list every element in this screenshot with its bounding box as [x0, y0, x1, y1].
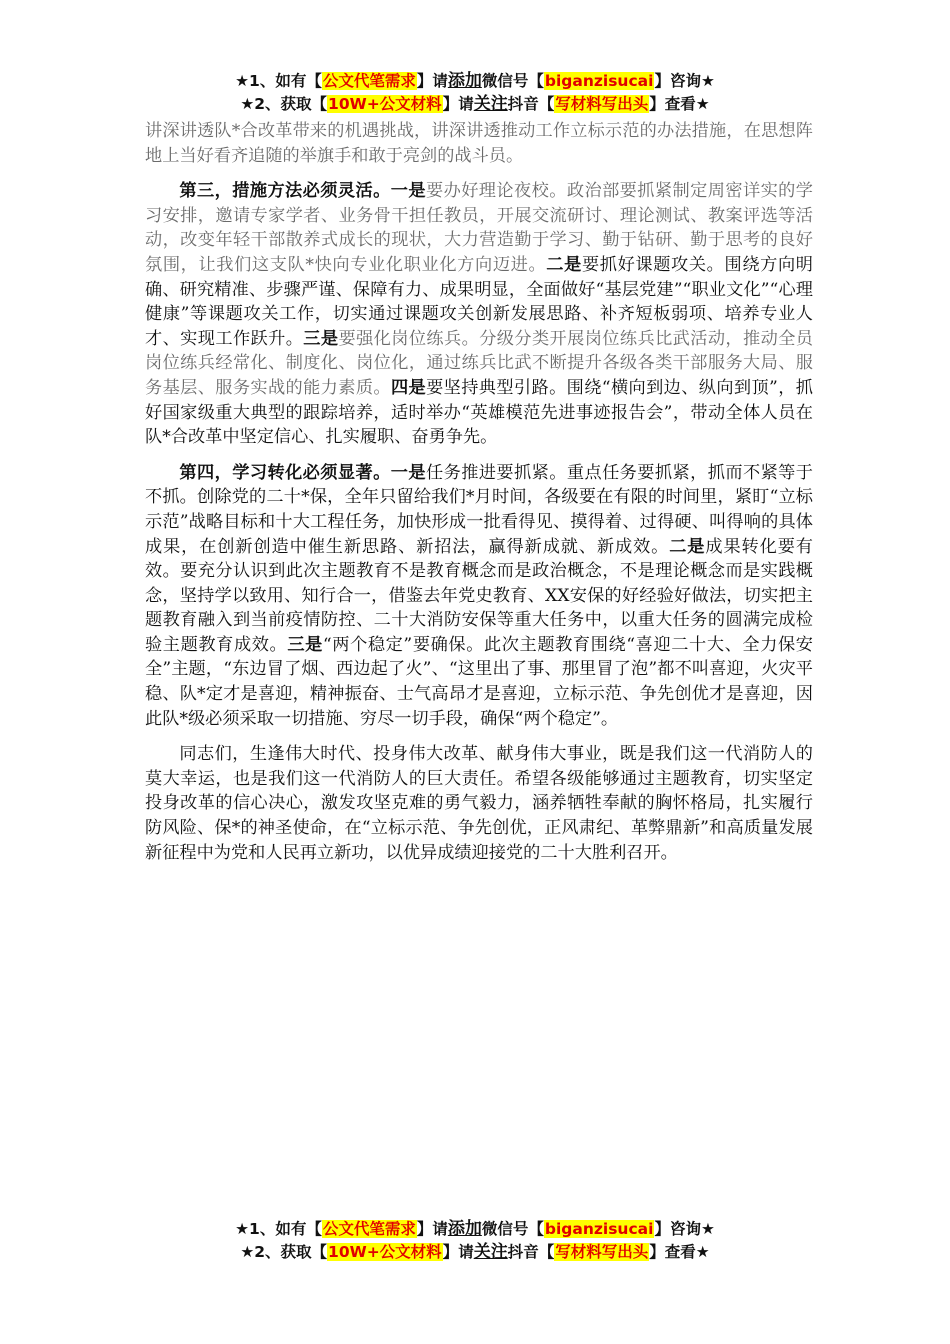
section-heading-transformation: 第四，学习转化必须显著。: [179, 462, 391, 483]
section-heading-measures: 第三，措施方法必须灵活。: [179, 181, 391, 202]
paragraph-transformation: [145, 461, 813, 732]
header-line-1-mid: 】请: [416, 72, 448, 90]
paragraph-closing: 同志们，生逢伟大时代、投身伟大改革、献身伟大事业，既是我们这一代消防人的莫大幸运，也是我们这一代消防人的巨大责任。希望各级能够通过主题教育，切实坚定投身改革的信心决心，激发攻坚克难的勇气毅力，涵养牺牲奉献的胸怀格局，扎实履行防风险、保*的神圣使命，在“立标示范、争先创优，正风肃纪、革弊鼎新”和高质量发展新征程中为党和人民再立新功，以优异成绩迎接党的二十大胜利召开。: [145, 744, 813, 863]
douyin-account-highlight: 写材料写出头: [555, 1243, 649, 1261]
wechat-id-highlight: biganzisucai: [544, 1220, 654, 1238]
point-marker: 二是: [669, 536, 706, 557]
point-text: 任务推进要抓紧。重点任务要抓紧，抓而不紧等于不抓。创除党的二十*保，全年只留给我们*月时间，各级要在有限的时间里，紧盯“立标示范”战略目标和十大工程任务，加快形成一批看得见、摸得着、过得硬、叫得响的具体成果，在创新创造中催生新思路、新招法，赢得新成就、新成效。: [145, 462, 813, 557]
add-keyword: 添加: [447, 71, 482, 91]
point-text: 要强化岗位练兵。分级分类开展岗位练兵比武活动，推动全员岗位练兵经常化、制度化、岗位化，通过练兵比武不断提升各级各类干部服务大局、服务基层、服务实战的能力素质。: [145, 328, 813, 398]
header-line-1-suffix: 】咨询★: [654, 72, 715, 90]
footer-line-1-mid2: 微信号【: [481, 1220, 544, 1238]
header-line-2-prefix: ★2、获取【: [240, 95, 328, 113]
point-marker: 一是: [390, 462, 426, 483]
footer-line-2-suffix: 】查看★: [649, 1243, 710, 1261]
point-marker: 二是: [546, 254, 582, 275]
follow-keyword: 关注: [473, 1242, 508, 1262]
paragraph-measures: [145, 179, 813, 450]
header-line-2-mid2: 抖音【: [507, 95, 555, 113]
add-keyword: 添加: [447, 1219, 482, 1239]
footer-line-1-prefix: ★1、如有【: [235, 1220, 322, 1238]
header-line-2-suffix: 】查看★: [649, 95, 710, 113]
service-highlight: 公文代笔需求: [322, 72, 416, 90]
document-body: [145, 119, 813, 876]
footer-line-2-prefix: ★2、获取【: [240, 1243, 328, 1261]
footer-line-2-mid: 】请: [442, 1243, 474, 1261]
footer-line-1-suffix: 】咨询★: [654, 1220, 715, 1238]
materials-highlight: 10W+公文材料: [328, 95, 442, 113]
point-marker: 三是: [287, 634, 323, 655]
footer-line-2-mid2: 抖音【: [507, 1243, 555, 1261]
header-line-2-mid: 】请: [442, 95, 474, 113]
footer-banner: [0, 1218, 950, 1264]
point-text: “两个稳定”要确保。此次主题教育围绕“喜迎二十大、全力保安全”主题，“东边冒了烟、西边起了火”、“这里出了事、那里冒了泡”都不叫喜迎，火灾平稳、队*定才是喜迎，精神振奋、士气高昂才是喜迎，立标示范、争先创优才是喜迎，因此队*级必须采取一切措施、穷尽一切手段，确保“两个稳定”。: [145, 634, 813, 729]
footer-line-1-mid: 】请: [416, 1220, 448, 1238]
point-marker: 四是: [390, 377, 427, 398]
header-line-1-mid2: 微信号【: [481, 72, 544, 90]
footer-line-2: [0, 1241, 950, 1264]
follow-keyword: 关注: [473, 94, 508, 114]
point-text: 要办好理论夜校。政治部要抓紧制定周密详实的学习安排，邀请专家学者、业务骨干担任教员，开展交流研讨、理论测试、教案评选等活动，改变年轻干部散养式成长的现状，大力营造勤于学习、勤于钻研、勤于思考的良好氛围，让我们这支队*快向专业化职业化方向迈进。: [145, 181, 813, 275]
point-marker: 三是: [303, 328, 339, 349]
point-text: 成果转化要有效。要充分认识到此次主题教育不是教育概念而是政治概念，不是理论概念而是实践概念，坚持学以致用、知行合一，借鉴去年党史教育、XX安保的好经验好做法，切实把主题教育融入到当前疫情防控、二十大消防安保等重大任务中，以重大任务的圆满完成检验主题教育成效。: [145, 536, 813, 655]
douyin-account-highlight: 写材料写出头: [555, 95, 649, 113]
header-line-1: [0, 70, 950, 93]
header-banner: [0, 70, 950, 116]
point-text: 要抓好课题攻关。围绕方向明确、研究精准、步骤严谨、保障有力、成果明显，全面做好“基层党建”“职业文化”“心理健康”等课题攻关工作，切实通过课题攻关创新发展思路、补齐短板弱项、培养专业人才、实现工作跃升。: [145, 254, 813, 349]
header-line-2: [0, 93, 950, 116]
header-line-1-prefix: ★1、如有【: [235, 72, 322, 90]
point-marker: 一是: [390, 181, 426, 202]
materials-highlight: 10W+公文材料: [328, 1243, 442, 1261]
wechat-id-highlight: biganzisucai: [544, 72, 654, 90]
footer-line-1: [0, 1218, 950, 1241]
point-text: 要坚持典型引路。围绕“横向到边、纵向到顶”，抓好国家级重大典型的跟踪培养，适时举办“英雄模范先进事迹报告会”，带动全体人员在队*合改革中坚定信心、扎实履职、奋勇争先。: [145, 377, 813, 448]
service-highlight: 公文代笔需求: [322, 1220, 416, 1238]
paragraph-continuation: 讲深讲透队*合改革带来的机遇挑战，讲深讲透推动工作立标示范的办法措施，在思想阵地上当好看齐追随的举旗手和敢于亮剑的战斗员。: [145, 121, 813, 166]
